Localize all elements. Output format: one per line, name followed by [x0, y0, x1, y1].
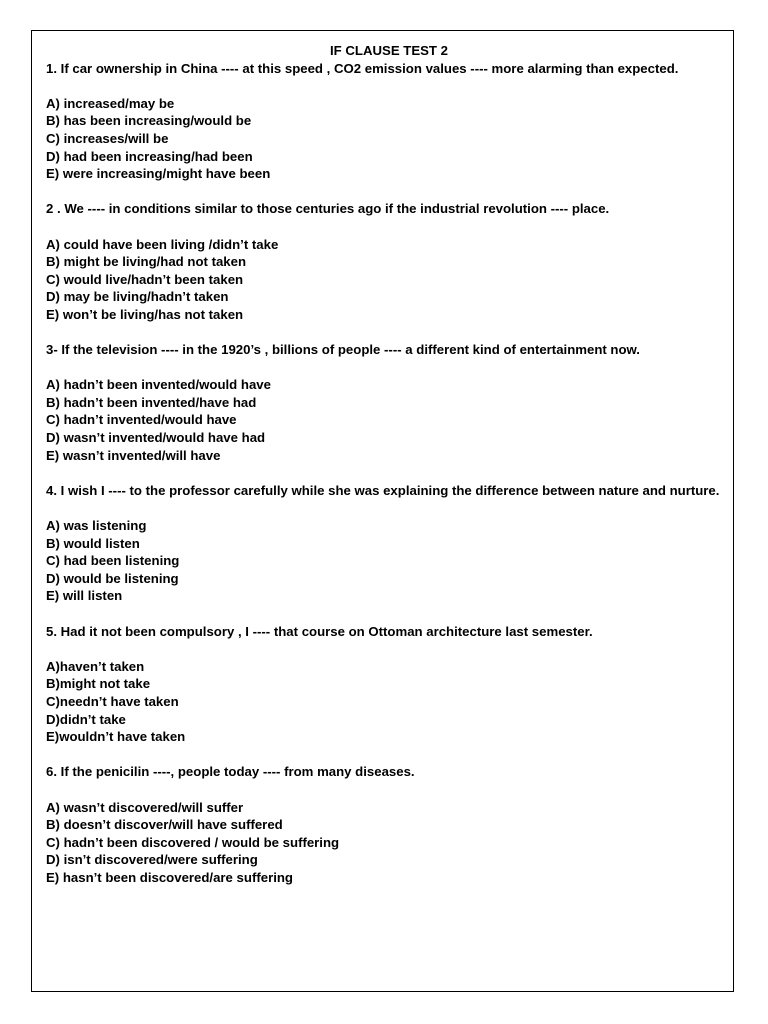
document-title: IF CLAUSE TEST 2: [330, 43, 448, 58]
option-a: A)haven’t taken: [46, 658, 145, 674]
option-d: D) isn’t discovered/were suffering: [46, 852, 258, 868]
option-b: B) has been increasing/would be: [46, 113, 252, 129]
option-e: E) will listen: [46, 588, 123, 604]
question-text: 2 . We ---- in conditions similar to those centuries ago if the industrial revolution ---- place.: [46, 201, 610, 217]
answer-options: [46, 376, 722, 464]
option-a: A) wasn’t discovered/will suffer: [46, 799, 244, 815]
question-5: [46, 623, 722, 746]
option-e: E) were increasing/might have been: [46, 166, 271, 182]
answer-options: [46, 799, 722, 887]
option-e: E)wouldn’t have taken: [46, 729, 186, 745]
option-b: B)might not take: [46, 676, 151, 692]
question-text: 1. If car ownership in China ---- at this speed , CO2 emission values ---- more alarming than expected.: [46, 60, 679, 76]
question-6: [46, 763, 722, 886]
option-c: C)needn’t have taken: [46, 693, 179, 709]
option-a: A) hadn’t been invented/would have: [46, 377, 271, 393]
question-text: 3- If the television ---- in the 1920’s , billions of people ---- a different kind of entertainment now.: [46, 342, 640, 358]
option-b: B) doesn’t discover/will have suffered: [46, 817, 283, 833]
option-d: D)didn’t take: [46, 711, 126, 727]
answer-options: [46, 658, 722, 746]
option-a: A) could have been living /didn’t take: [46, 236, 279, 252]
option-b: B) might be living/had not taken: [46, 254, 247, 270]
question-text: 6. If the penicilin ----, people today ---- from many diseases.: [46, 764, 415, 780]
option-e: E) hasn’t been discovered/are suffering: [46, 869, 293, 885]
question-text: 4. I wish I ---- to the professor carefully while she was explaining the difference between nature and nurture.: [46, 482, 720, 498]
answer-options: [46, 95, 722, 183]
option-c: C) hadn’t invented/would have: [46, 412, 237, 428]
question-1: [46, 60, 722, 183]
option-b: B) would listen: [46, 535, 140, 551]
test-document: [46, 42, 722, 887]
question-2: [46, 200, 722, 323]
answer-options: [46, 236, 722, 324]
option-d: D) had been increasing/had been: [46, 148, 253, 164]
option-c: C) had been listening: [46, 553, 180, 569]
option-c: C) increases/will be: [46, 130, 169, 146]
option-d: D) may be living/hadn’t taken: [46, 289, 229, 305]
question-text: 5. Had it not been compulsory , I ---- that course on Ottoman architecture last semester.: [46, 623, 593, 639]
question-4: [46, 482, 722, 605]
option-b: B) hadn’t been invented/have had: [46, 394, 257, 410]
option-c: C) hadn’t been discovered / would be suffering: [46, 834, 340, 850]
option-a: A) was listening: [46, 518, 147, 534]
option-d: D) would be listening: [46, 570, 179, 586]
option-d: D) wasn’t invented/would have had: [46, 430, 266, 446]
option-e: E) wasn’t invented/will have: [46, 447, 221, 463]
option-c: C) would live/hadn’t been taken: [46, 271, 244, 287]
answer-options: [46, 517, 722, 605]
option-e: E) won’t be living/has not taken: [46, 306, 244, 322]
option-a: A) increased/may be: [46, 95, 175, 111]
question-3: [46, 341, 722, 464]
